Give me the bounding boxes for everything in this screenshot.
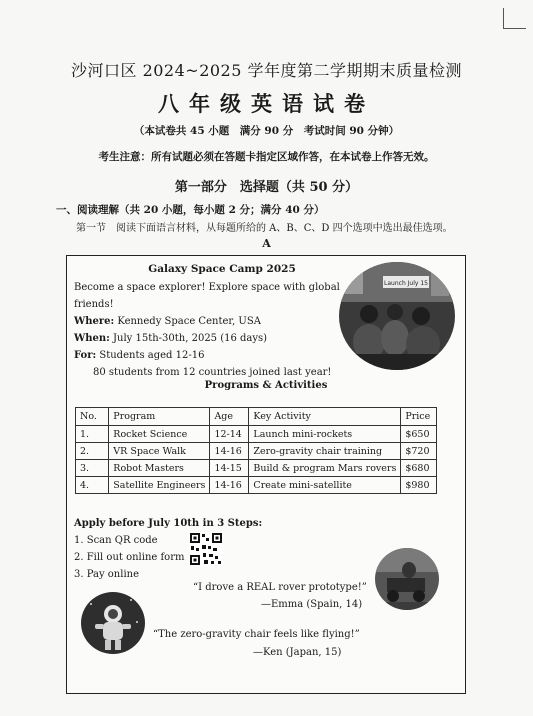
for-label: For:	[74, 350, 97, 361]
row-program: VR Space Walk	[109, 443, 210, 460]
header-age: Age	[210, 408, 249, 426]
quote-emma: “I drove a REAL rover prototype!”	[193, 582, 367, 593]
corner-crop-mark	[503, 8, 526, 29]
qr-code-icon[interactable]	[189, 532, 223, 566]
row-program: Satellite Engineers	[109, 477, 210, 494]
row-activity: Launch mini-rockets	[249, 426, 401, 443]
header-price: Price	[401, 408, 437, 426]
camp-flyer	[66, 255, 466, 694]
row-price: $720	[401, 443, 437, 460]
row-no: 2.	[76, 443, 109, 460]
row-program: Robot Masters	[109, 460, 210, 477]
table-row	[76, 477, 437, 494]
header-program: Program	[109, 408, 210, 426]
row-age: 14-16	[210, 477, 249, 494]
row-no: 1.	[76, 426, 109, 443]
paper-title: 八年级英语试卷	[158, 91, 375, 116]
where-line	[74, 313, 261, 330]
exam-title: 沙河口区 2024~2025 学年度第二学期期末质量检测	[70, 61, 463, 80]
quote-ken-author: —Ken (Japan, 15)	[253, 647, 342, 658]
rover-photo	[375, 548, 439, 610]
step-2: 2. Fill out online form	[74, 552, 185, 563]
row-program: Rocket Science	[109, 426, 210, 443]
row-activity: Zero-gravity chair training	[249, 443, 401, 460]
exam-notice: 考生注意：所有试题必须在答题卡指定区域作答，在本试卷上作答无效。	[98, 151, 435, 163]
where-value: Kennedy Space Center, USA	[117, 316, 261, 327]
passage-letter: A	[262, 237, 271, 250]
header-no: No.	[76, 408, 109, 426]
table-header-row	[76, 408, 437, 426]
when-line	[74, 330, 267, 347]
table-row	[76, 426, 437, 443]
programs-table	[75, 407, 437, 494]
row-price: $680	[401, 460, 437, 477]
header-activity: Key Activity	[249, 408, 401, 426]
last-year-note: 80 students from 12 countries joined last year!	[93, 367, 332, 378]
row-age: 12-14	[210, 426, 249, 443]
for-line	[74, 347, 204, 364]
where-label: Where:	[74, 316, 115, 327]
quote-ken: “The zero-gravity chair feels like flying!”	[153, 629, 360, 640]
flyer-intro-line2: friends!	[74, 299, 114, 310]
launch-photo	[339, 262, 455, 370]
table-row	[76, 460, 437, 477]
astronaut-photo	[81, 592, 145, 654]
row-price: $650	[401, 426, 437, 443]
row-no: 3.	[76, 460, 109, 477]
row-age: 14-15	[210, 460, 249, 477]
for-value: Students aged 12-16	[99, 350, 205, 361]
programs-title: Programs & Activities	[204, 380, 328, 391]
row-no: 4.	[76, 477, 109, 494]
apply-title-text: Apply before July 10th in 3 Steps:	[74, 518, 263, 529]
row-price: $980	[401, 477, 437, 494]
paper-info: （本试卷共 45 小题 满分 90 分 考试时间 90 分钟）	[133, 125, 400, 137]
part-title: 第一部分 选择题（共 50 分）	[174, 180, 359, 195]
flyer-intro-line1: Become a space explorer! Explore space with global	[74, 282, 340, 293]
row-age: 14-16	[210, 443, 249, 460]
step-3: 3. Pay online	[74, 569, 140, 580]
when-label: When:	[74, 333, 110, 344]
table-row	[76, 443, 437, 460]
launch-sign-text: Launch July 15	[384, 280, 428, 287]
quote-emma-author: —Emma (Spain, 14)	[261, 599, 363, 610]
apply-title	[74, 515, 262, 532]
row-activity: Build & program Mars rovers	[249, 460, 401, 477]
step-1: 1. Scan QR code	[74, 535, 158, 546]
row-activity: Create mini-satellite	[249, 477, 401, 494]
when-value: July 15th-30th, 2025 (16 days)	[113, 333, 268, 344]
section-instruction: 第一节 阅读下面语言材料，从每题所给的 A、B、C、D 四个选项中选出最佳选项。	[76, 223, 453, 234]
flyer-title: Galaxy Space Camp 2025	[148, 263, 296, 275]
section-heading: 一、阅读理解（共 20 小题，每小题 2 分；满分 40 分）	[56, 204, 325, 216]
